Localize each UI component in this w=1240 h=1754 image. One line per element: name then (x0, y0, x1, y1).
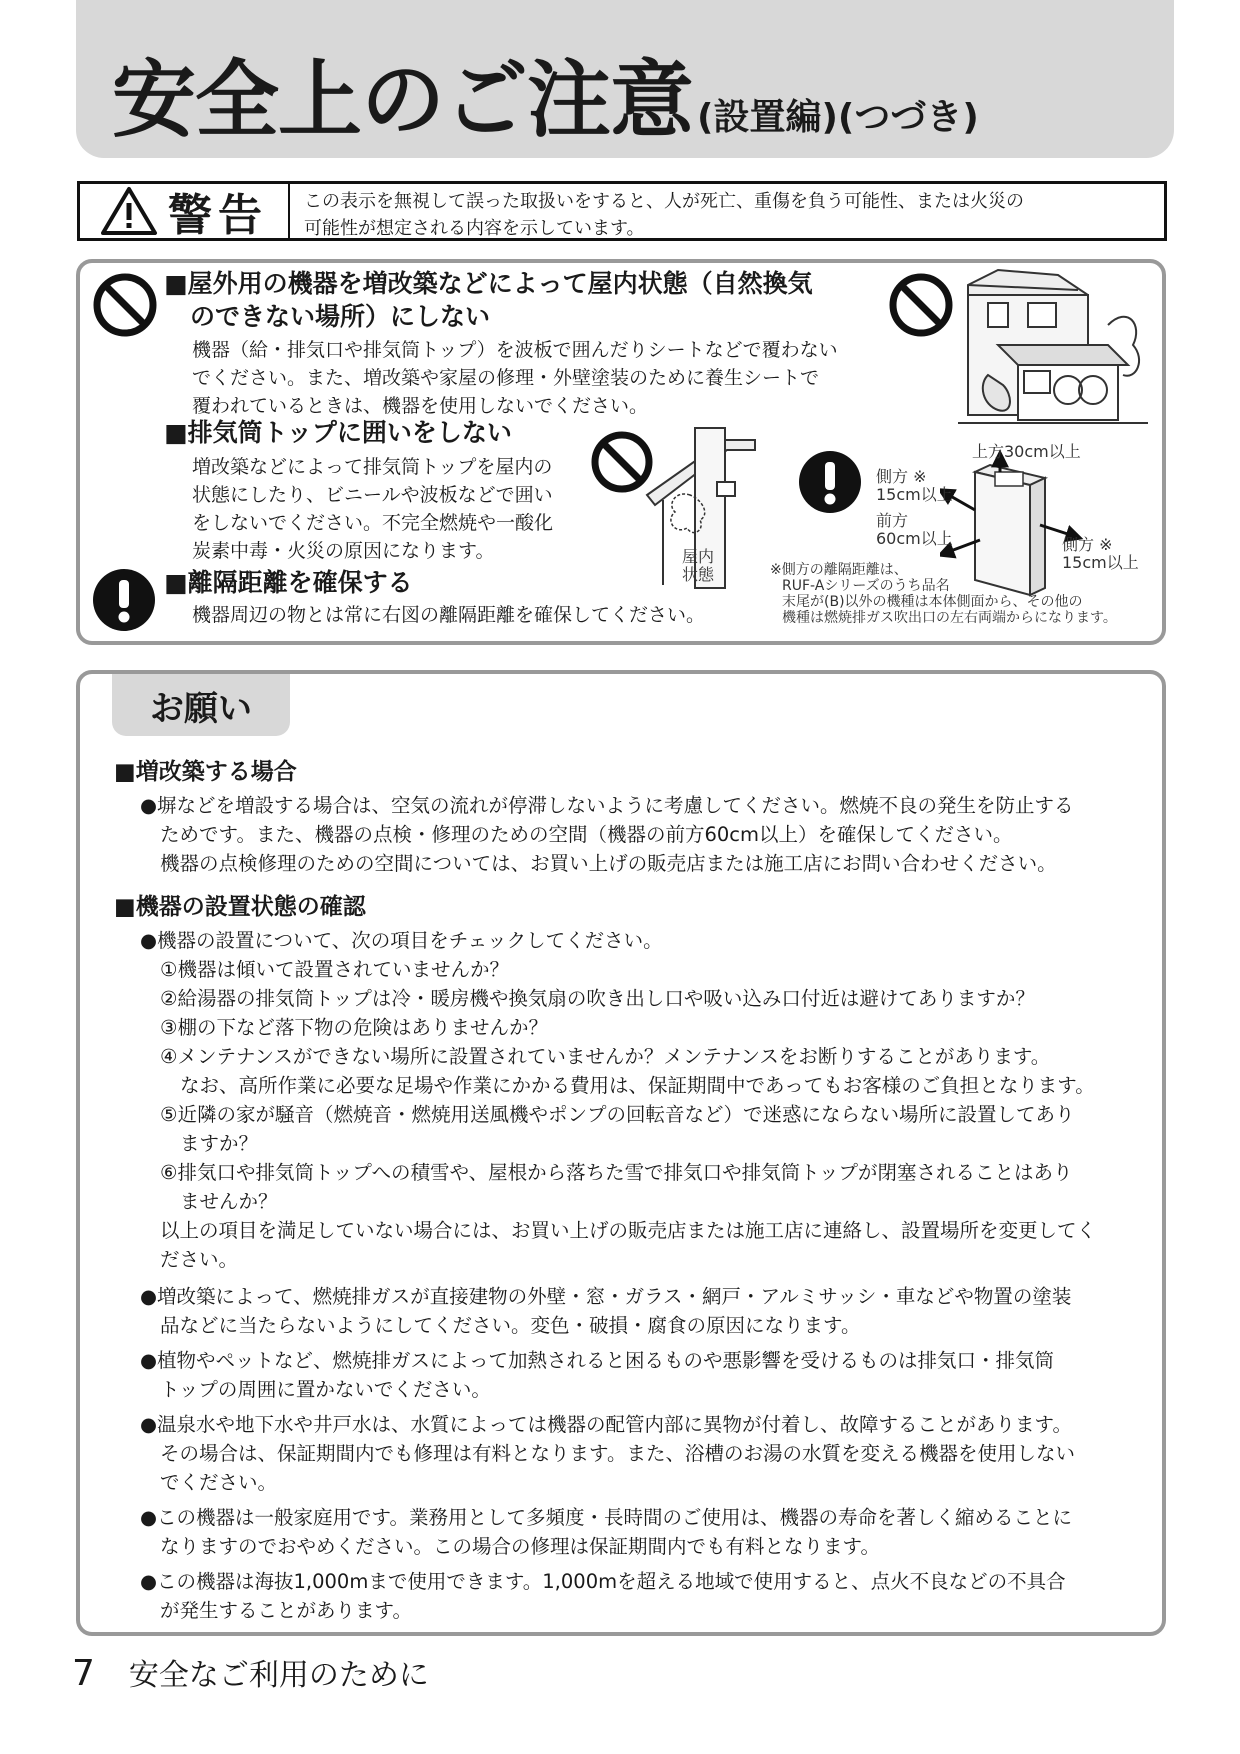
page-number: 7 (72, 1653, 95, 1694)
install-check-line: なお、高所作業に必要な足場や作業にかかる費用は、保証期間中であってもお客様のご負担となります。 (180, 1074, 1095, 1097)
warning-label-text: 警告 (168, 190, 268, 241)
clearance-top-label: 上方30cm以上 (972, 442, 1081, 461)
request-bullet-line: ●植物やペットなど、燃焼排ガスによって加熱されると困るものや悪影響を受けるものは排気口・排気筒 (140, 1349, 1055, 1372)
item1-title-line1: ■屋外用の機器を増改築などによって屋内状態（自然換気 (164, 269, 813, 298)
page-title-main: 安全上のご注意 (112, 51, 694, 149)
warning-desc-line: 可能性が想定される内容を示しています。 (304, 218, 645, 239)
request-bullet-line: なりますのでおやめください。この場合の修理は保証期間内でも有料となります。 (160, 1535, 880, 1558)
warning-triangle-icon (100, 186, 158, 236)
page-title (112, 51, 979, 149)
item3-body: 機器周辺の物とは常に右図の離隔距離を確保してください。 (192, 604, 706, 626)
item2-title: ■排気筒トップに囲いをしない (164, 418, 512, 447)
clearance-front-label: 前方 60cm以上 (876, 511, 953, 548)
item3-title: ■離隔距離を確保する (164, 568, 413, 597)
item2-body-line: をしないでください。不完全燃焼や一酸化 (192, 512, 554, 534)
page-footer (72, 1650, 429, 1694)
indoor-state-label: 屋内 状態 (682, 547, 715, 584)
install-check-line: ますか？ (180, 1132, 259, 1155)
warning-label-cell (80, 184, 290, 241)
section-title-install-check: ■機器の設置状態の確認 (114, 894, 366, 920)
item1-body-line: でください。また、増改築や家屋の修理・外壁塗装のために養生シートで (192, 367, 820, 389)
mandatory-action-icon (798, 450, 862, 514)
mandatory-action-icon (92, 568, 156, 632)
request-bullet-line: が発生することがあります。 (160, 1599, 412, 1622)
warning-legend (77, 181, 1167, 241)
item2-body-line: 状態にしたり、ビニールや波板などで囲い (192, 484, 553, 506)
clearance-side-left-label: 側方 ※ 15cm以上 (876, 467, 953, 504)
page-title-sub: (設置編)(つづき) (697, 97, 979, 138)
request-bullet-line: ●増改築によって、燃焼排ガスが直接建物の外壁・窓・ガラス・網戸・アルミサッシ・車などや物置の塗装 (140, 1285, 1072, 1308)
item1-body-line: 覆われているときは、機器を使用しないでください。 (192, 395, 649, 417)
request-bullet-line: でください。 (160, 1471, 278, 1494)
renovation-line: ためです。また、機器の点検・修理のための空間（機器の前方60cm以上）を確保してください。 (160, 823, 1013, 846)
install-check-line: ①機器は傾いて設置されていませんか？ (160, 958, 509, 981)
clearance-side-right-label: 側方 ※ 15cm以上 (1062, 535, 1139, 572)
install-check-line: ませんか？ (180, 1190, 278, 1213)
request-bullet-line: ●この機器は海抜1,000mまで使用できます。1,000mを超える地域で使用すると、点火不良などの不具合 (140, 1570, 1066, 1593)
install-check-line: ●機器の設置について、次の項目をチェックしてください。 (140, 929, 663, 952)
warning-desc-line: この表示を無視して誤った取扱いをすると、人が死亡、重傷を負う可能性、または火災の (304, 191, 1024, 212)
clearance-arrows (940, 470, 1090, 590)
item1-title-line2: のできない場所）にしない (190, 302, 491, 331)
clearance-note-line: ※側方の離隔距離は、 (770, 562, 908, 578)
request-tab: お願い (112, 674, 290, 736)
install-check-line: ③棚の下など落下物の危険はありませんか？ (160, 1016, 548, 1039)
clearance-note-line: RUF-Aシリーズのうち品名 (782, 578, 950, 594)
clearance-note-line: 機種は燃焼排ガス吹出口の左右両端からになります。 (782, 610, 1117, 626)
renovation-line: ●塀などを増設する場合は、空気の流れが停滞しないように考慮してください。燃焼不良の発生を防止する (140, 794, 1074, 817)
request-bullet-line: ●この機器は一般家庭用です。業務用として多頻度・長時間のご使用は、機器の寿命を著しく縮めることに (140, 1506, 1072, 1529)
enclosed-house-illustration (958, 265, 1148, 435)
clearance-note-line: 末尾が(B)以外の機種は本体側面から、その他の (782, 594, 1083, 610)
install-check-line: ②給湯器の排気筒トップは冷・暖房機や換気扇の吹き出し口や吸い込み口付近は避けてありますか？ (160, 987, 1035, 1010)
renovation-line: 機器の点検修理のための空間については、お買い上げの販売店または施工店にお問い合わせください。 (160, 852, 1057, 875)
item1-body-line: 機器（給・排気口や排気筒トップ）を波板で囲んだりシートなどで覆わない (192, 339, 838, 361)
item2-body-line: 炭素中毒・火災の原因になります。 (192, 540, 495, 562)
prohibition-icon (92, 272, 158, 338)
request-bullet-line: その場合は、保証期間内でも修理は有料となります。また、浴槽のお湯の水質を変える機器を使用しない (160, 1442, 1075, 1465)
section-title-renovation: ■増改築する場合 (114, 759, 297, 785)
install-check-line: ④メンテナンスができない場所に設置されていませんか？メンテナンスをお断りすることがあります。 (160, 1045, 1051, 1068)
request-bullet-line: 品などに当たらないようにしてください。変色・破損・腐食の原因になります。 (160, 1314, 861, 1337)
request-bullet-line: トップの周囲に置かないでください。 (160, 1378, 491, 1401)
install-check-line: ⑤近隣の家が騒音（燃焼音・燃焼用送風機やポンプの回転音など）で迷惑にならない場所に設置してあり (160, 1103, 1075, 1126)
install-check-line: 以上の項目を満足していない場合には、お買い上げの販売店または施工店に連絡し、設置場所を変更してく (160, 1219, 1097, 1242)
section-name: 安全なご利用のために (128, 1658, 429, 1693)
install-check-line: ⑥排気口や排気筒トップへの積雪や、屋根から落ちた雪で排気口や排気筒トップが閉塞されることはあり (160, 1161, 1073, 1184)
item2-body-line: 増改築などによって排気筒トップを屋内の (192, 456, 553, 478)
install-check-line: ださい。 (160, 1248, 239, 1271)
request-bullet-line: ●温泉水や地下水や井戸水は、水質によっては機器の配管内部に異物が付着し、故障することがあります。 (140, 1413, 1072, 1436)
warning-description (290, 184, 1038, 238)
prohibition-icon (888, 272, 954, 338)
